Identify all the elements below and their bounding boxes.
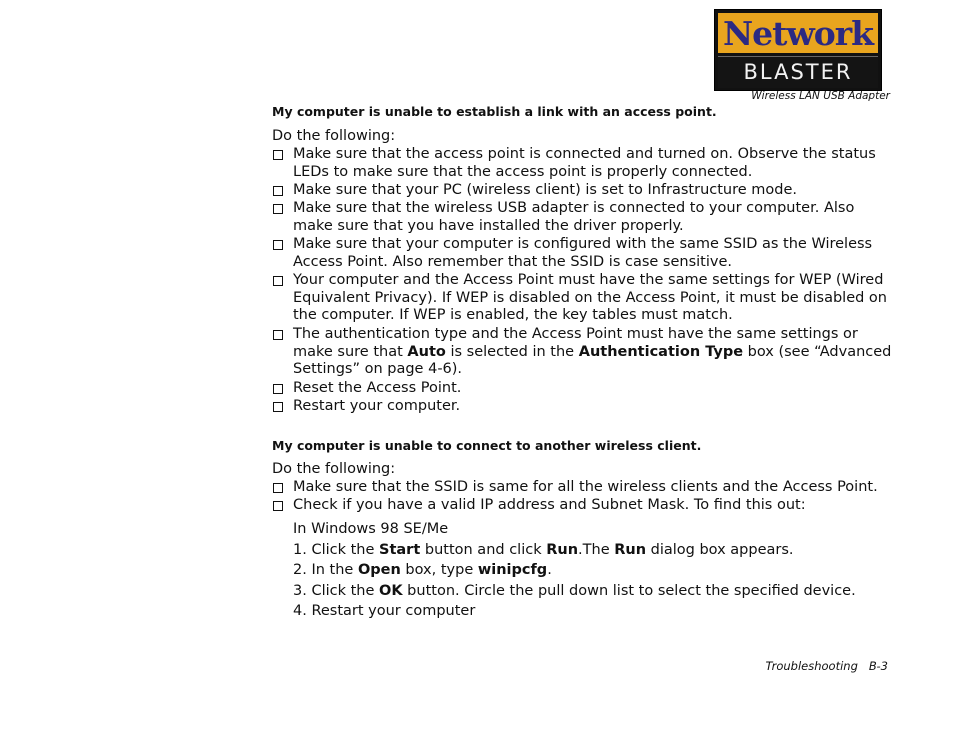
section1-intro: Do the following:	[272, 128, 396, 144]
step-2	[293, 562, 552, 580]
list-item-text: Make sure that your PC (wireless client) is set to Infrastructure mode.	[293, 182, 798, 198]
section2-heading: My computer is unable to connect to another wireless client.	[272, 438, 702, 453]
step-1	[293, 542, 794, 560]
list-item-text	[293, 326, 897, 379]
bold-run: Run	[614, 542, 647, 558]
text-fragment: 2. In the	[293, 562, 358, 578]
list-item	[272, 200, 897, 235]
step-3	[293, 583, 856, 601]
logo-bottom-panel	[718, 56, 878, 88]
list-item-text: Make sure that the access point is connected and turned on. Observe the status LEDs to make sure that the access point is properly connected.	[293, 146, 876, 180]
checkbox-bullet-icon	[273, 150, 283, 160]
checkbox-bullet-icon	[273, 276, 283, 286]
text-fragment: 1. Click the	[293, 542, 380, 558]
checkbox-bullet-icon	[273, 240, 283, 250]
list-item	[272, 272, 897, 325]
list-item	[272, 146, 897, 181]
page-footer	[700, 659, 888, 673]
list-item-text: Make sure that the wireless USB adapter is connected to your computer. Also make sure that you have installed the driver properly.	[293, 200, 855, 234]
checkbox-bullet-icon	[273, 501, 283, 511]
text-fragment: .The	[578, 542, 615, 558]
network-blaster-logo	[714, 9, 882, 91]
logo-subtitle: Wireless LAN USB Adapter	[751, 90, 890, 102]
bold-ok: OK	[379, 583, 403, 599]
text-fragment: button and click	[420, 542, 547, 558]
list-item	[272, 380, 897, 398]
list-item	[272, 326, 897, 379]
checkbox-bullet-icon	[273, 186, 283, 196]
text-fragment: 3. Click the	[293, 583, 380, 599]
section1-heading: My computer is unable to establish a link with an access point.	[272, 104, 717, 119]
text-fragment: The authentication type and the Access Point must have the same settings or make sure that	[293, 326, 858, 360]
logo-top-panel	[718, 13, 878, 53]
text-fragment: button. Circle the pull down list to select the specified device.	[402, 583, 856, 599]
bold-auto: Auto	[407, 343, 446, 360]
list-item	[272, 479, 897, 497]
page-number: B-3	[868, 659, 888, 673]
list-item-text: Make sure that your computer is configured with the same SSID as the Wireless Access Point. Also remember that the SSID is case sensitive.	[293, 236, 873, 270]
list-item-text: Check if you have a valid IP address and Subnet Mask. To find this out:	[293, 497, 806, 513]
checkbox-bullet-icon	[273, 204, 283, 214]
bold-run: Run	[546, 542, 579, 558]
list-item-text: Reset the Access Point.	[293, 380, 462, 396]
bold-open: Open	[357, 562, 401, 578]
list-item-text: Restart your computer.	[293, 398, 461, 414]
bold-start: Start	[379, 542, 421, 558]
bold-winipcfg: winipcfg	[477, 562, 548, 578]
list-item	[272, 497, 897, 515]
list-item	[272, 182, 897, 200]
logo-bottom-text: BLASTER	[743, 60, 853, 84]
bold-authentication-type: Authentication Type	[578, 343, 744, 360]
text-fragment: box, type	[400, 562, 478, 578]
checkbox-bullet-icon	[273, 384, 283, 394]
logo-top-text: Network	[722, 13, 874, 53]
section2-intro: Do the following:	[272, 461, 396, 477]
list-item	[272, 398, 897, 416]
step-4: 4. Restart your computer	[293, 603, 476, 619]
checkbox-bullet-icon	[273, 483, 283, 493]
list-item-text: Your computer and the Access Point must have the same settings for WEP (Wired Equivalent Privacy). If WEP is disabled on the Access Point, it must be disabled on the computer. If WEP is enabled, the key tables must match.	[293, 272, 887, 323]
text-fragment: box (see “Advanced Settings” on page 4-6).	[293, 343, 892, 377]
list-item-text: Make sure that the SSID is same for all the wireless clients and the Access Point.	[293, 479, 878, 495]
list-item	[272, 236, 897, 271]
text-fragment: .	[547, 562, 552, 578]
checkbox-bullet-icon	[273, 330, 283, 340]
footer-section: Troubleshooting	[765, 659, 858, 673]
checkbox-bullet-icon	[273, 402, 283, 412]
text-fragment: dialog box appears.	[646, 542, 794, 558]
text-fragment: is selected in the	[445, 343, 579, 360]
os-line: In Windows 98 SE/Me	[293, 521, 449, 537]
